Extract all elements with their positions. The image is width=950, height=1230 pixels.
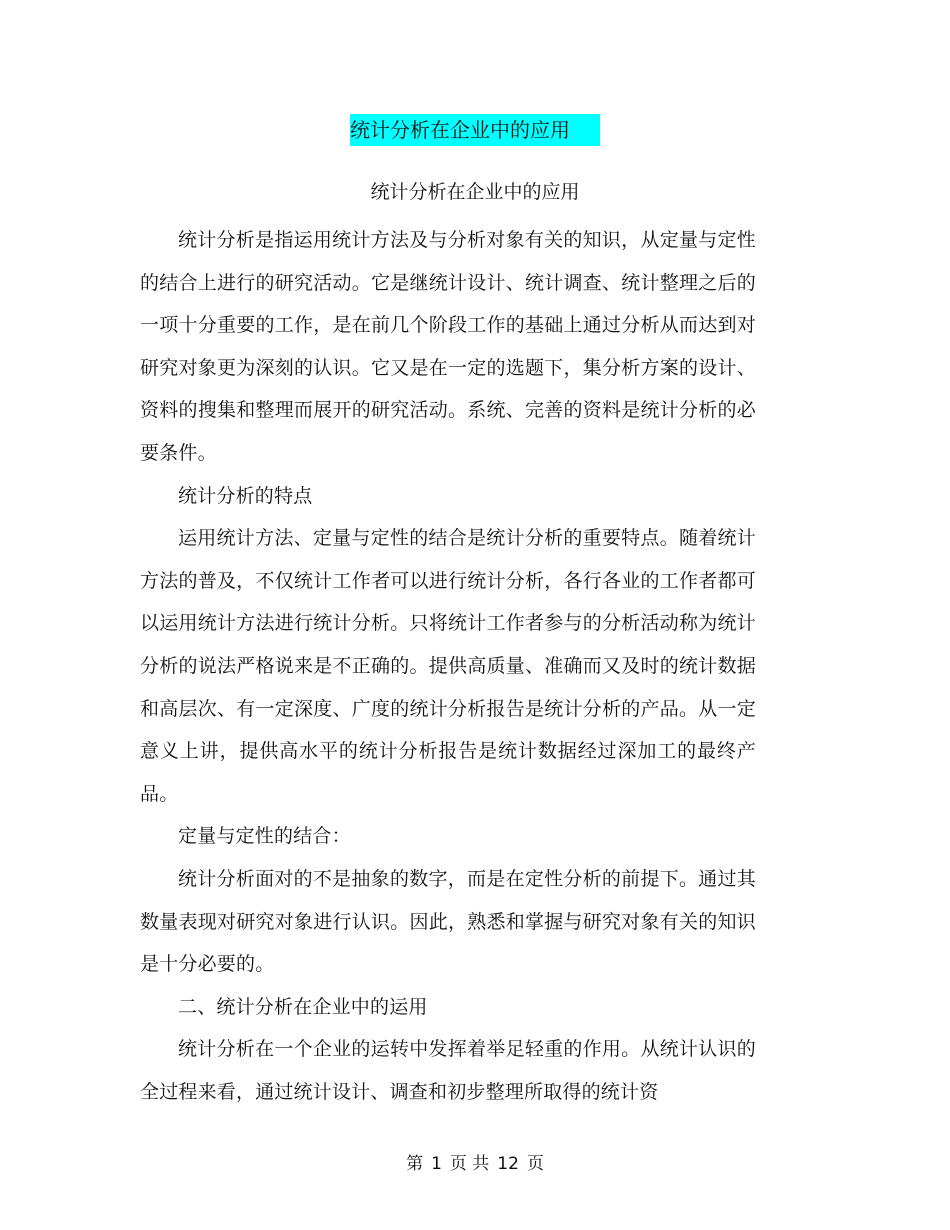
document-body xyxy=(140,219,756,1113)
total-pages-number: 12 xyxy=(497,1154,519,1174)
document-subtitle: 统计分析在企业中的应用 xyxy=(370,181,580,203)
paragraph-quant-qual: 统计分析面对的不是抽象的数字，而是在定性分析的前提下。通过其数量表现对研究对象进行认识。因此，熟悉和掌握与研究对象有关的知识是十分必要的。 xyxy=(140,867,756,976)
current-page-number: 1 xyxy=(431,1154,442,1174)
page-label-mid: 页 共 xyxy=(449,1154,490,1174)
paragraph-application: 统计分析在一个企业的运转中发挥着举足轻重的作用。从统计认识的全过程来看，通过统计设计、调查和初步整理所取得的统计资 xyxy=(140,1038,756,1103)
paragraph-intro: 统计分析是指运用统计方法及与分析对象有关的知识，从定量与定性的结合上进行的研究活动。它是继统计设计、统计调查、统计整理之后的一项十分重要的工作，是在前几个阶段工作的基础上通过分析从而达到对研究对象更为深刻的认识。它又是在一定的选题下，集分析方案的设计、资料的搜集和整理而展开的研究活动。系统、完善的资料是统计分析的必要条件。 xyxy=(140,229,756,464)
document-title: 统计分析在企业中的应用 xyxy=(350,114,600,146)
page-label-prefix: 第 xyxy=(406,1154,424,1174)
heading-application: 二、统计分析在企业中的运用 xyxy=(178,995,428,1018)
title-container xyxy=(0,114,950,146)
heading-features: 统计分析的特点 xyxy=(178,484,313,507)
page-footer xyxy=(0,1150,950,1178)
heading-quant-qual: 定量与定性的结合： xyxy=(178,825,351,848)
page-label-suffix: 页 xyxy=(526,1154,544,1174)
paragraph-features: 运用统计方法、定量与定性的结合是统计分析的重要特点。随着统计方法的普及，不仅统计工作者可以进行统计分析，各行各业的工作者都可以运用统计方法进行统计分析。只将统计工作者参与的分析活动称为统计分析的说法严格说来是不正确的。提供高质量、准确而又及时的统计数据和高层次、有一定深度、广度的统计分析报告是统计分析的产品。从一定意义上讲，提供高水平的统计分析报告是统计数据经过深加工的最终产品。 xyxy=(140,527,756,805)
